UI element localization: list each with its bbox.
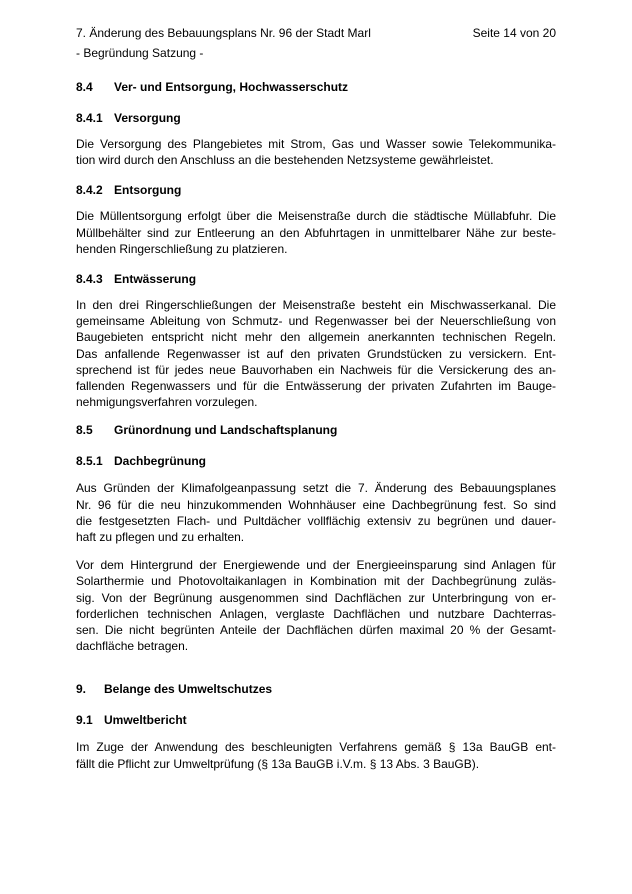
heading-number: 8.4.1 bbox=[76, 111, 103, 125]
paragraph-dachbegruenung-2 bbox=[76, 557, 556, 654]
text-line: Das anfallende Regenwasser ist auf den privaten Grundstücken zu versickern. Ent- bbox=[76, 346, 556, 361]
heading-number: 9. bbox=[76, 682, 87, 697]
heading-title: Umweltbericht bbox=[104, 713, 187, 728]
heading-title: Dachbegrünung bbox=[114, 454, 206, 469]
text-line: In den drei Ringerschließungen der Meisenstraße besteht ein Mischwasserkanal. Die bbox=[76, 298, 556, 313]
heading-number: 8.4 bbox=[76, 80, 93, 94]
heading-8-4-1 bbox=[76, 110, 556, 126]
paragraph-umweltbericht bbox=[76, 739, 556, 771]
heading-title: Belange des Umweltschutzes bbox=[104, 682, 273, 697]
text-line: fallenden Regenwassers und für die Entwässerung der privaten Zufahrten im Bauge- bbox=[76, 379, 556, 394]
heading-number: 8.4.2 bbox=[76, 183, 103, 198]
text-line: forderlichen technischen Anlagen, verglaste Dachflächen und nutzbare Dachterras- bbox=[76, 606, 556, 621]
paragraph-versorgung bbox=[76, 136, 556, 168]
text-line: Die Müllentsorgung erfolgt über die Meisenstraße durch die städtische Müllabfuhr. Die bbox=[76, 209, 556, 224]
document-subtitle: - Begründung Satzung - bbox=[76, 46, 204, 60]
text-line: Die Versorgung des Plangebietes mit Strom, Gas und Wasser sowie Telekommunika- bbox=[76, 137, 556, 151]
heading-number: 8.5.1 bbox=[76, 454, 103, 469]
text-line: dachfläche betragen. bbox=[76, 639, 189, 654]
heading-8-5 bbox=[76, 422, 556, 438]
heading-8-4-3 bbox=[76, 271, 556, 287]
text-line: Müllbehälter sind zur Entleerung an den Abfuhrtagen in unmittelbarer Nähe zur beste- bbox=[76, 225, 556, 240]
heading-number: 8.4.3 bbox=[76, 272, 103, 287]
paragraph-dachbegruenung-1 bbox=[76, 480, 556, 545]
text-line: Baugebieten entspricht nicht mehr den allgemein anerkannten technischen Regeln. bbox=[76, 330, 556, 345]
heading-title: Entwässerung bbox=[114, 272, 197, 287]
paragraph-entsorgung bbox=[76, 208, 556, 257]
text-line: die festgesetzten Flach- und Pultdächer vollflächig extensiv zu begrünen und dauer- bbox=[76, 513, 556, 528]
text-line: Im Zuge der Anwendung des beschleunigten Verfahrens gemäß § 13a BauGB ent- bbox=[76, 740, 556, 755]
document-page bbox=[76, 24, 556, 772]
text-line: Solarthermie und Photovoltaikanlagen in Kombination mit der Dachbegrünung zuläs- bbox=[76, 574, 556, 589]
running-header bbox=[76, 24, 556, 42]
text-line: Aus Gründen der Klimafolgeanpassung setzt die 7. Änderung des Bebauungsplanes bbox=[76, 481, 556, 496]
heading-8-5-1 bbox=[76, 453, 556, 469]
heading-title: Ver- und Entsorgung, Hochwasserschutz bbox=[114, 80, 349, 94]
heading-8-4-2 bbox=[76, 182, 556, 198]
heading-9 bbox=[76, 681, 556, 697]
text-line: Vor dem Hintergrund der Energiewende und der Energieeinsparung sind Anlagen für bbox=[76, 558, 556, 573]
text-line: henden Ringerschließung zu platzieren. bbox=[76, 241, 288, 256]
text-line: gemeinsame Ableitung von Schmutz- und Regenwasser bei der Neuerschließung von bbox=[76, 314, 556, 329]
heading-title: Versorgung bbox=[114, 111, 181, 125]
heading-number: 8.5 bbox=[76, 423, 93, 438]
text-line: fällt die Pflicht zur Umweltprüfung (§ 13a BauGB i.V.m. § 13 Abs. 3 BauGB). bbox=[76, 756, 480, 771]
text-line: tion wird durch den Anschluss an die bestehenden Netzsysteme gewährleistet. bbox=[76, 153, 494, 168]
page-number: Seite 14 von 20 bbox=[472, 26, 556, 40]
heading-title: Entsorgung bbox=[114, 183, 182, 198]
paragraph-entwaesserung bbox=[76, 297, 556, 410]
heading-title: Grünordnung und Landschaftsplanung bbox=[114, 423, 338, 438]
text-line: haft zu pflegen und zu erhalten. bbox=[76, 530, 245, 545]
text-line: sen. Die nicht begrünten Anteile der Dachflächen dürfen maximal 20 % der Gesamt- bbox=[76, 623, 556, 638]
heading-8-4 bbox=[76, 79, 556, 95]
heading-9-1 bbox=[76, 712, 556, 728]
text-line: Nr. 96 für die neu hinzukommenden Wohnhäuser eine Dachbegrünung fest. So sind bbox=[76, 497, 556, 512]
text-line: nehmigungsverfahren vorzulegen. bbox=[76, 395, 258, 410]
text-line: sig. Von der Begrünung ausgenommen sind Dachflächen zur Unterbringung von er- bbox=[76, 590, 556, 605]
heading-number: 9.1 bbox=[76, 713, 93, 728]
text-line: sprechend ist für jedes neue Bauvorhaben ein Nachweis für die Versickerung des an- bbox=[76, 362, 556, 377]
document-title: 7. Änderung des Bebauungsplans Nr. 96 der Stadt Marl bbox=[76, 26, 371, 40]
